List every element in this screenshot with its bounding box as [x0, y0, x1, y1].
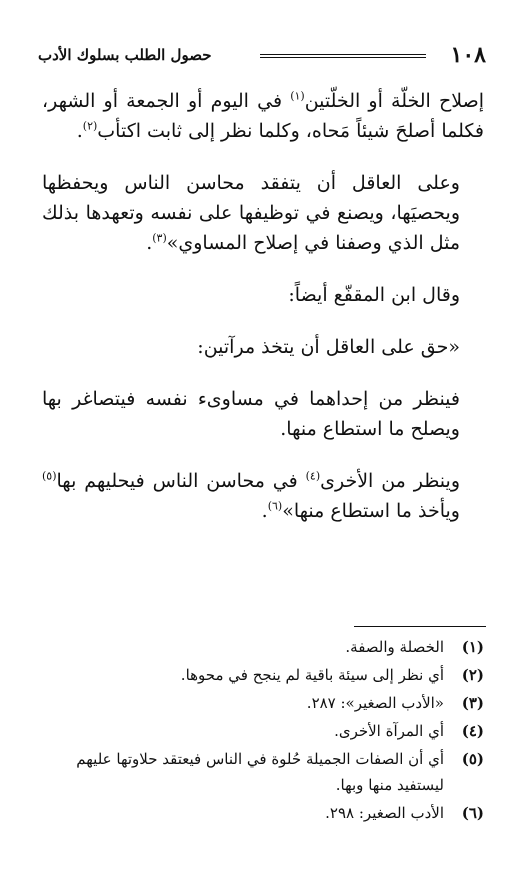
paragraph-3-text: وقال ابن المقفّع أيضاً: [288, 284, 460, 306]
paragraph-1-text-a: إصلاح الخلّة أو الخلّتين [304, 90, 484, 112]
paragraph-4 [42, 332, 484, 362]
paragraph-3 [42, 280, 484, 310]
footnote-item [44, 662, 484, 688]
paragraph-2 [42, 168, 484, 258]
footnote-number: (٥) [461, 750, 484, 768]
footnote-item [44, 746, 484, 798]
footnote-separator [354, 626, 486, 627]
footnote-number: (١) [461, 638, 484, 656]
header-rule [260, 54, 426, 58]
paragraph-5 [42, 384, 484, 444]
footnote-number: (٤) [461, 722, 484, 740]
footnote-ref-1: (١) [290, 89, 305, 103]
footnote-ref-3: (٣) [152, 231, 167, 245]
footnotes-list [44, 634, 484, 828]
body-text [42, 86, 484, 526]
paragraph-5-text: فينظر من إحداهما في مساوىء نفسه فيتصاغر بها ويصلح ما استطاع منها. [42, 388, 460, 440]
paragraph-6-text-b: في محاسن الناس فيحليهم بها [56, 470, 306, 492]
paragraph-2-text-b: . [146, 232, 153, 254]
footnote-ref-6: (٦) [267, 499, 283, 513]
footnote-ref-4: (٤) [305, 469, 321, 483]
footnote-text: الأدب الصغير: ٢٩٨. [325, 804, 444, 822]
paragraph-1 [42, 86, 484, 146]
paragraph-4-text: «حق على العاقل أن يتخذ مرآتين: [197, 336, 460, 358]
footnote-text: الخصلة والصفة. [345, 638, 444, 656]
footnote-ref-5: (٥) [42, 469, 57, 483]
paragraph-2-text-a: وعلى العاقل أن يتفقد محاسن الناس ويحفظها ويحصيَها، ويصنع في توظيفها على نفسه وتعهدها بذلك مثل الذي وصفنا في إصلاح المساوي» [42, 172, 460, 254]
footnote-number: (٣) [461, 694, 484, 712]
paragraph-6-text-c: ويأخذ ما استطاع منها» [282, 500, 460, 522]
footnote-text: أي أن الصفات الجميلة حُلوة في الناس فيعتقد حلاوتها عليهم ليستفيد منها وبها. [76, 750, 444, 794]
footnote-item [44, 718, 484, 744]
footnote-item [44, 800, 484, 826]
paragraph-1-text-b: في اليوم أو الجمعة أو الشهر، فكلما أصلحَ شيئاً مَحاه، وكلما نظر إلى ثابت اكتأب [42, 90, 484, 142]
footnote-number: (٢) [461, 666, 484, 684]
footnote-item [44, 690, 484, 716]
paragraph-6-text-a: وينظر من الأخرى [320, 470, 460, 492]
page-number: ١٠٨ [450, 42, 486, 68]
page-header [38, 40, 486, 70]
paragraph-6 [42, 466, 484, 526]
running-title: حصول الطلب بسلوك الأدب [38, 46, 212, 64]
paragraph-1-text-c: . [76, 120, 83, 142]
footnote-ref-2: (٢) [82, 119, 98, 133]
paragraph-6-text-d: . [261, 500, 268, 522]
footnote-text: أي المرآة الأخرى. [334, 722, 444, 740]
footnote-item [44, 634, 484, 660]
footnote-text: «الأدب الصغير»: ٢٨٧. [306, 694, 444, 712]
footnote-text: أي نظر إلى سيئة باقية لم ينجح في محوها. [180, 666, 444, 684]
footnote-number: (٦) [461, 804, 484, 822]
